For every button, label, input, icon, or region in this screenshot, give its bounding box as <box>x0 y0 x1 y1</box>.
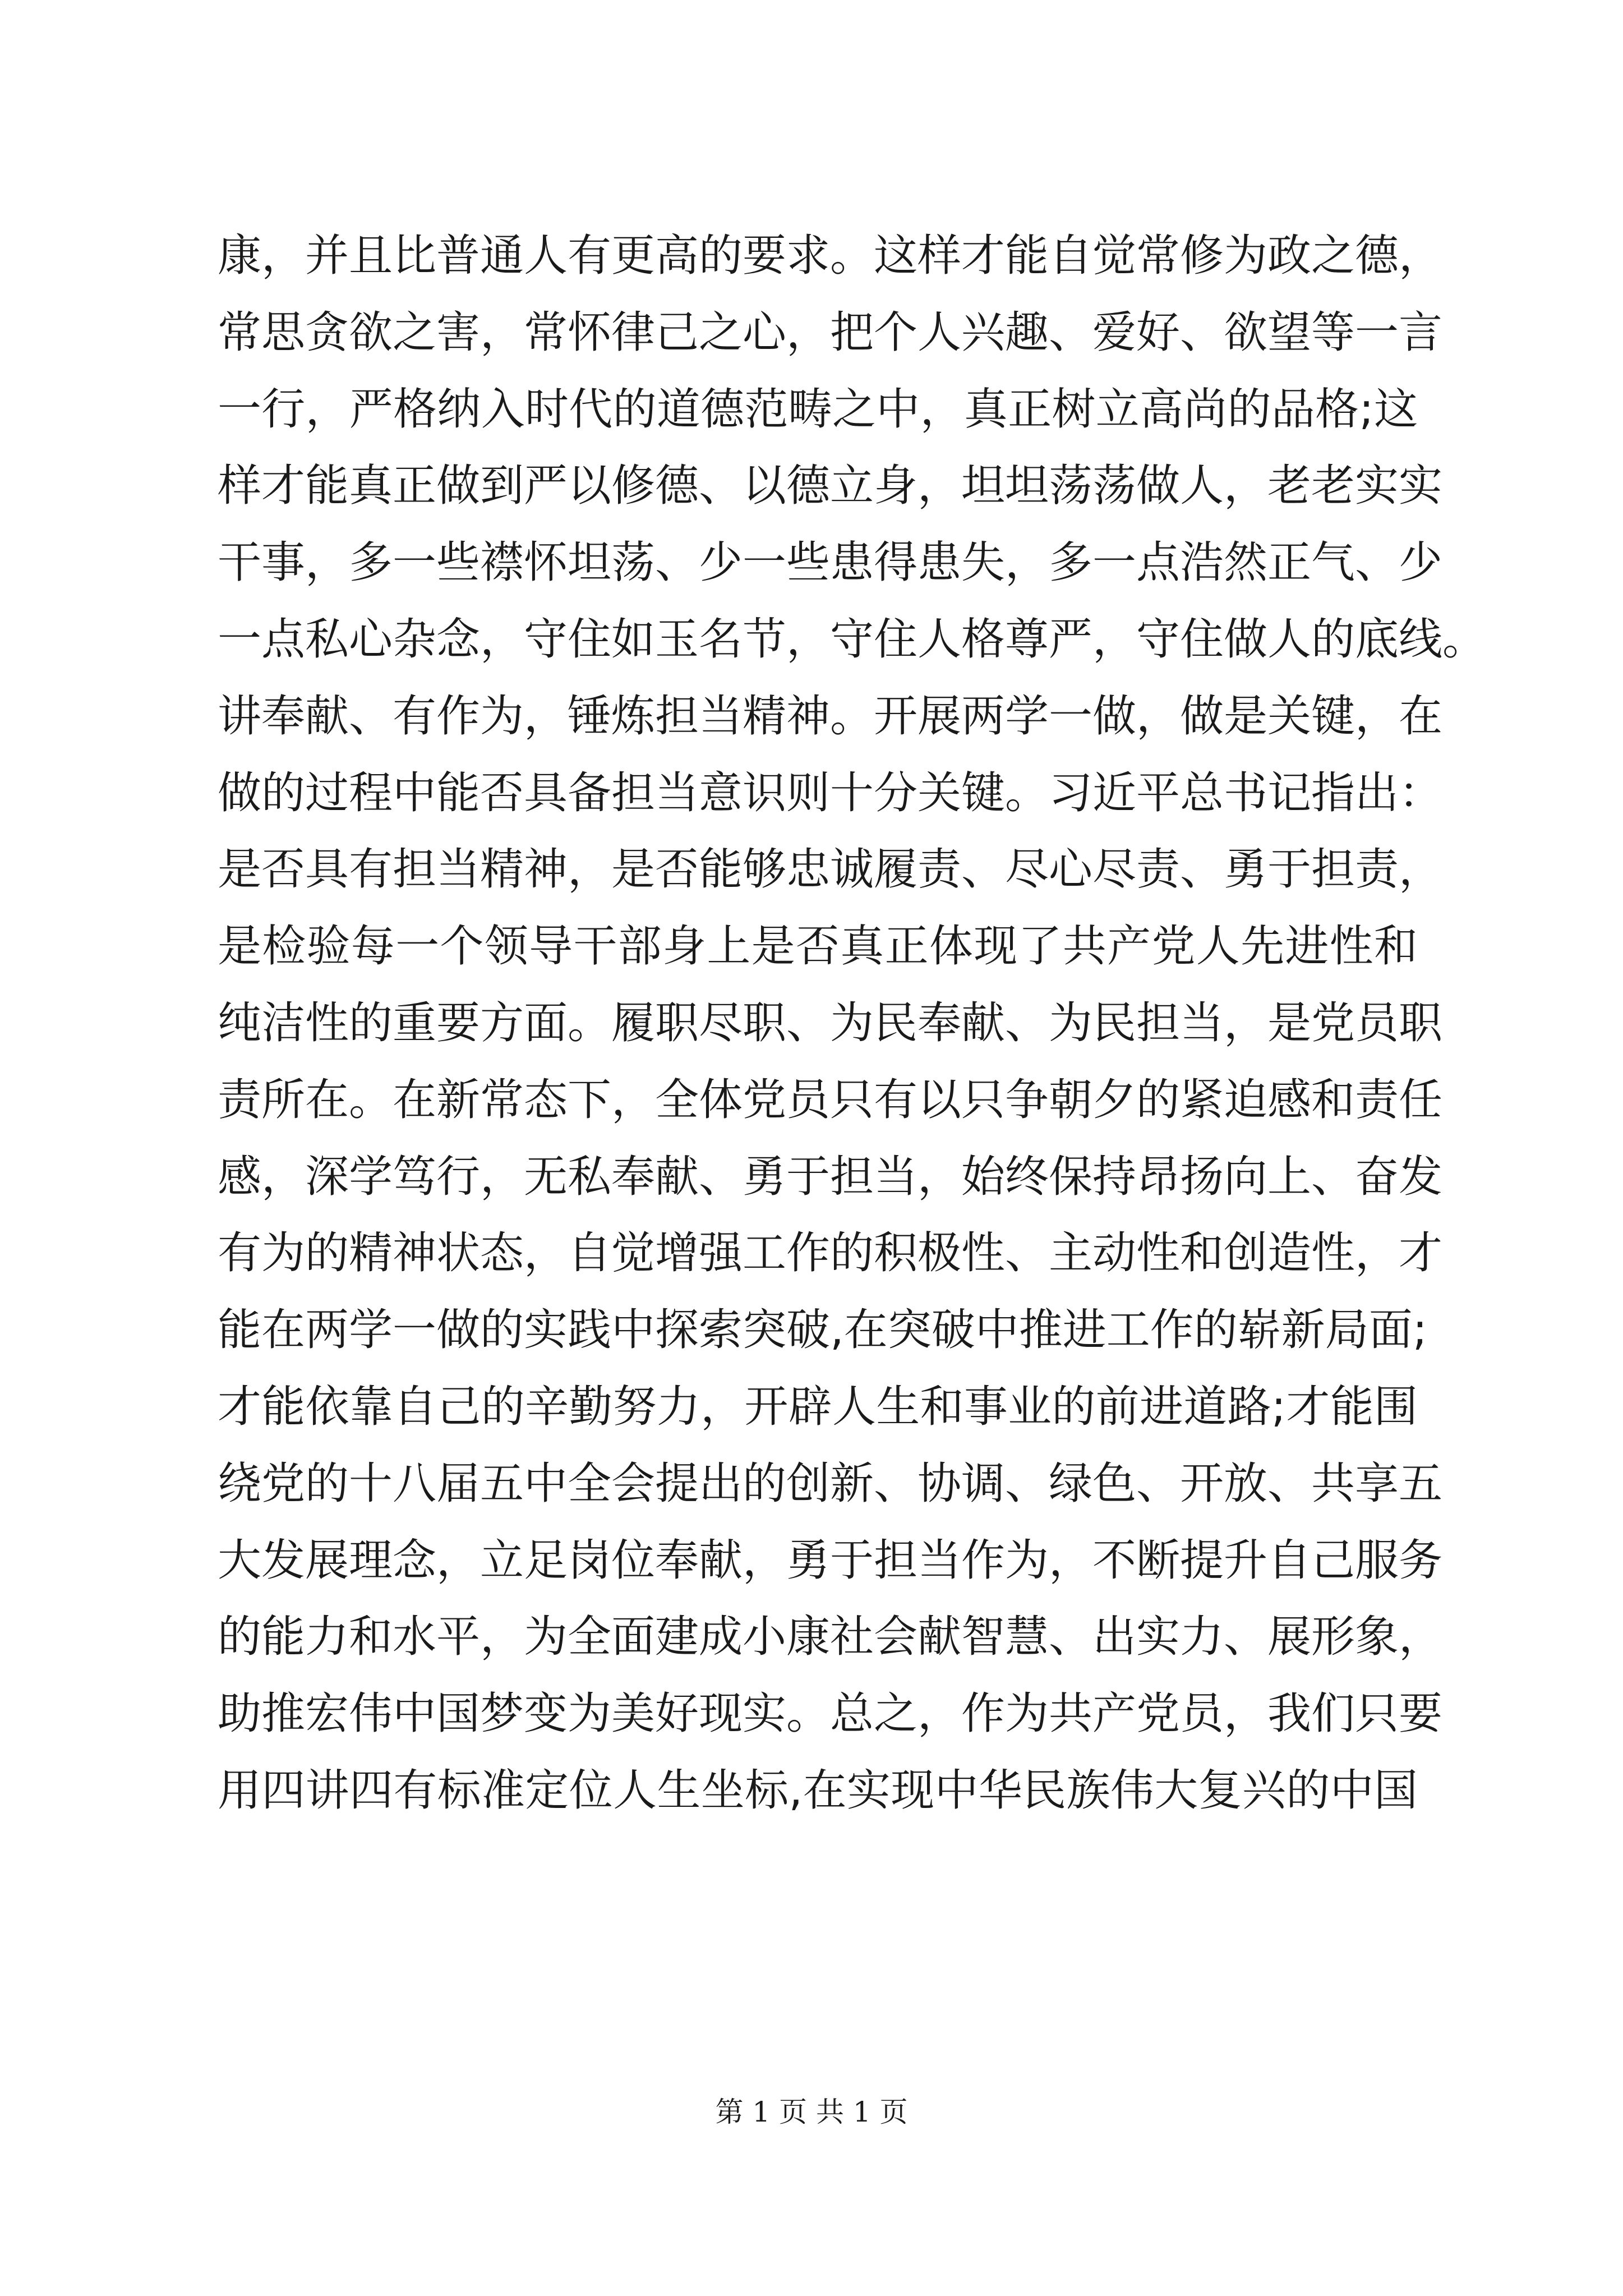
text-line: 感，深学笃行，无私奉献、勇于担当，始终保持昂扬向上、奋发 <box>218 1151 1443 1202</box>
text-line: 纯洁性的重要方面。履职尽职、为民奉献、为民担当，是党员职 <box>218 997 1443 1048</box>
text-line: 康，并且比普通人有更高的要求。这样才能自觉常修为政之德， <box>218 231 1443 281</box>
text-line: 有为的精神状态，自觉增强工作的积极性、主动性和创造性，才 <box>218 1228 1443 1279</box>
text-line: 用四讲四有标准定位人生坐标,在实现中华民族伟大复兴的中国 <box>218 1765 1418 1816</box>
text-line: 绕党的十八届五中全会提出的创新、协调、绿色、开放、共享五 <box>218 1458 1443 1509</box>
text-line: 责所在。在新常态下，全体党员只有以只争朝夕的紧迫感和责任 <box>218 1074 1443 1125</box>
text-line: 讲奉献、有作为，锤炼担当精神。开展两学一做，做是关键，在 <box>218 691 1443 742</box>
page-footer <box>0 2092 1623 2132</box>
text-line: 是否具有担当精神，是否能够忠诚履责、尽心尽责、勇于担责， <box>218 844 1443 895</box>
text-line: 做的过程中能否具备担当意识则十分关键。习近平总书记指出： <box>218 767 1443 818</box>
text-line: 一点私心杂念，守住如玉名节，守住人格尊严，守住做人的底线。 <box>218 614 1487 665</box>
text-line: 助推宏伟中国梦变为美好现实。总之，作为共产党员，我们只要 <box>218 1688 1443 1740</box>
text-line: 一行，严格纳入时代的道德范畴之中，真正树立高尚的品格;这 <box>218 384 1418 435</box>
text-line: 才能依靠自己的辛勤努力，开辟人生和事业的前进道路;才能围 <box>218 1381 1418 1432</box>
text-line: 大发展理念，立足岗位奉献，勇于担当作为，不断提升自己服务 <box>218 1535 1443 1586</box>
text-line: 能在两学一做的实践中探索突破,在突破中推进工作的崭新局面; <box>218 1305 1428 1356</box>
page-number-label: 第 1 页 共 1 页 <box>715 2096 908 2128</box>
text-line: 的能力和水平，为全面建成小康社会献智慧、出实力、展形象， <box>218 1612 1443 1663</box>
body-text <box>218 218 1487 1829</box>
text-line: 样才能真正做到严以修德、以德立身，坦坦荡荡做人，老老实实 <box>218 461 1443 512</box>
text-line: 常思贪欲之害，常怀律己之心，把个人兴趣、爱好、欲望等一言 <box>218 307 1443 358</box>
text-line: 干事，多一些襟怀坦荡、少一些患得患失，多一点浩然正气、少 <box>218 537 1443 588</box>
text-line: 是检验每一个领导干部身上是否真正体现了共产党人先进性和 <box>218 921 1418 972</box>
